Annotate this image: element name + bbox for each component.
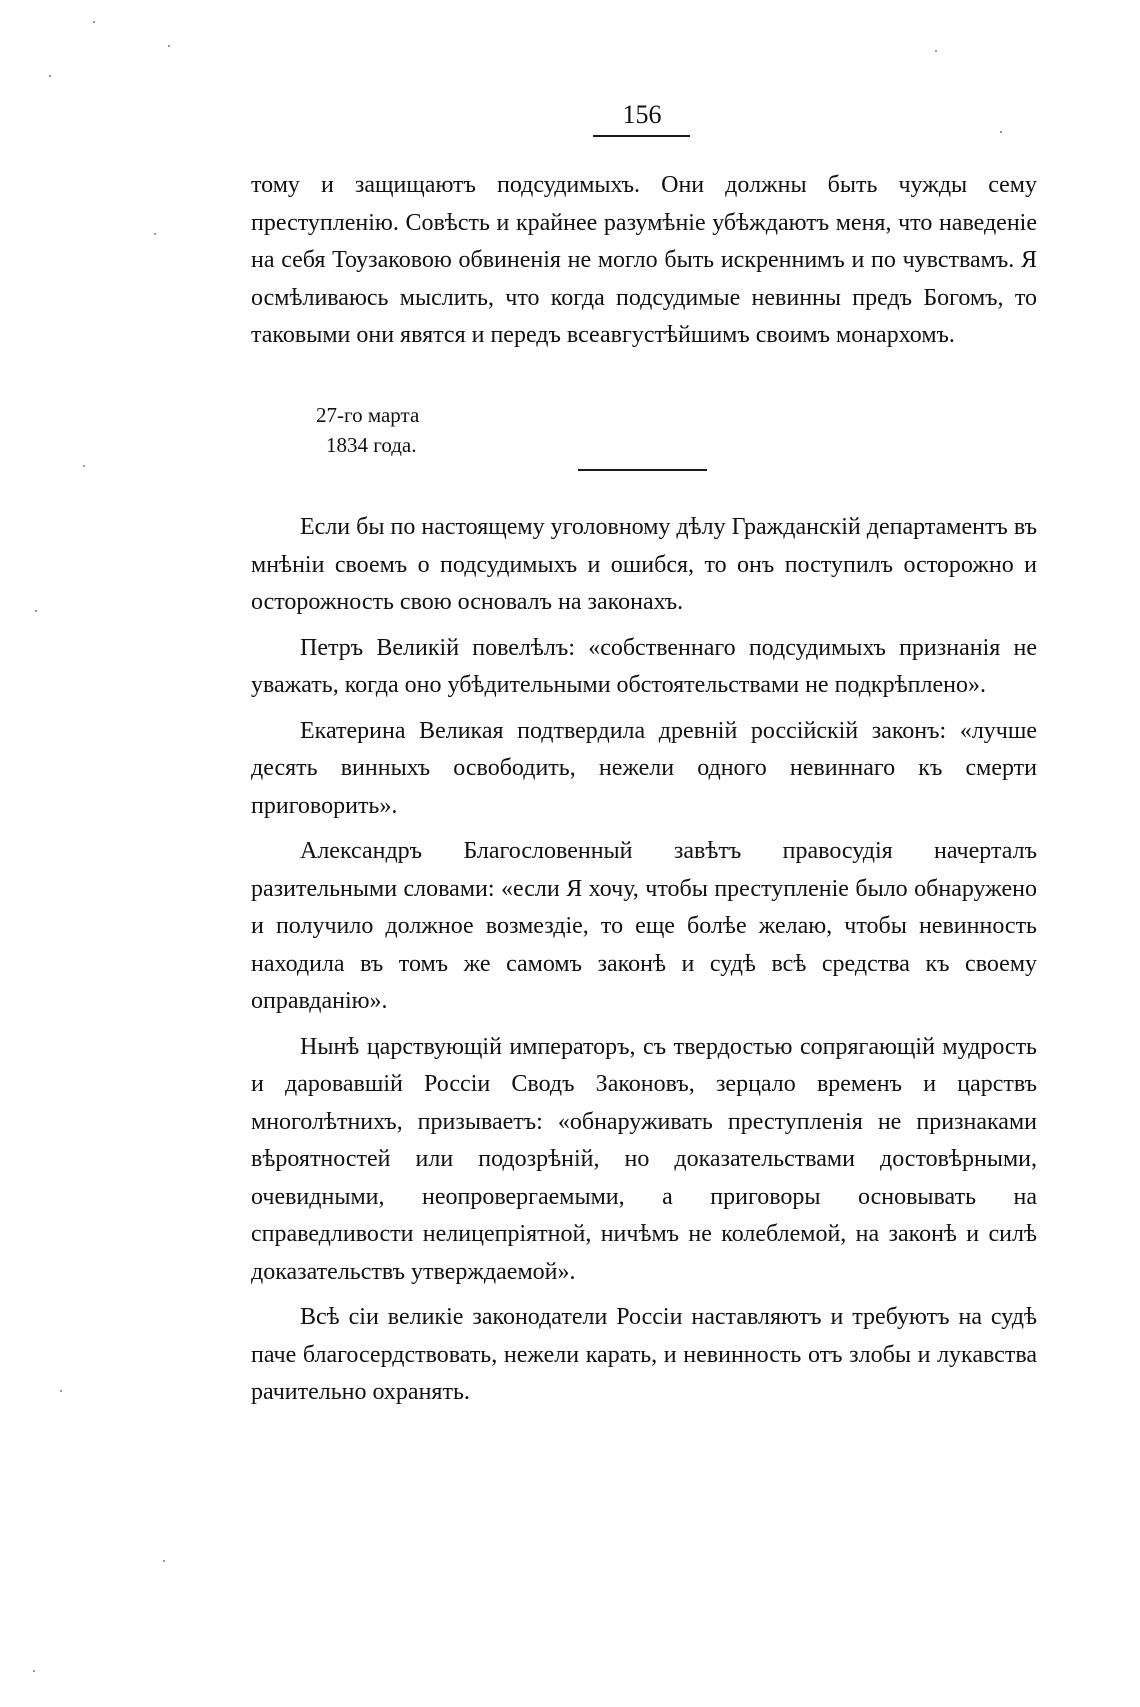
section-separator-rule: [578, 469, 707, 471]
scan-speck: [93, 21, 95, 23]
scan-speck: [83, 465, 85, 467]
date-line-year: 1834 года.: [326, 433, 417, 457]
main-text-block: [251, 509, 1037, 1420]
date-signature: [316, 400, 419, 460]
scan-speck: [35, 610, 37, 612]
page-number: 156: [622, 100, 662, 129]
continued-text-block: [251, 167, 1037, 355]
scan-speck: [168, 45, 170, 47]
paragraph-alexander-the-blessed: Александръ Благословенный завѣтъ правосудія начерталъ разительными словами: «если Я хочу, чтобы преступленіе было обнаружено и получило должное возмездіе, то еще болѣе желаю, чтобы невинность находила въ томъ же самомъ законѣ и судѣ всѣ средства къ своему оправданію».: [251, 838, 1037, 1014]
scan-speck: [60, 1390, 62, 1392]
scan-speck: [49, 75, 51, 77]
paragraph-reigning-emperor: Нынѣ царствующій императоръ, съ твердостью сопрягающій мудрость и даровавшій Россіи Сводъ Законовъ, зерцало временъ и царствъ многолѣтнихъ, призываетъ: «обнаруживать преступленія не признаками вѣроятностей или подозрѣній, но доказательствами достовѣрными, очевидными, неопровергаемыми, а приговоры основывать на справедливости нелицепріятной, ничѣмъ не колеблемой, на законѣ и силѣ доказательствъ утверждаемой».: [251, 1033, 1037, 1285]
page-number-underline: [593, 135, 690, 137]
paragraph-great-legislators: Всѣ сіи великіе законодатели Россіи наставляютъ и требуютъ на судѣ паче благосердствовать, нежели карать, и невинность отъ злобы и лукавства рачительно охранять.: [251, 1304, 1037, 1405]
scan-speck: [163, 1560, 165, 1562]
scan-speck: [935, 50, 937, 52]
scan-speck: [1000, 131, 1002, 133]
scan-speck: [33, 1670, 35, 1672]
paragraph-catherine-the-great: Екатерина Великая подтвердила древній россійскій законъ: «лучше десять винныхъ освободить, нежели одного невиннаго къ смерти приговорить».: [251, 717, 1037, 819]
paragraph-civil-department: Если бы по настоящему уголовному дѣлу Гражданскій департаментъ въ мнѣніи своемъ о подсудимыхъ и ошибся, то онъ поступилъ осторожно и осторожность свою основалъ на законахъ.: [251, 514, 1037, 615]
continued-paragraph: тому и защищаютъ подсудимыхъ. Они должны быть чужды сему преступленію. Совѣсть и крайнее разумѣніе убѣждаютъ меня, что наведеніе на себя Тоузаковою обвиненія не могло быть искреннимъ и по чувствамъ. Я осмѣливаюсь мыслить, что когда подсудимые невинны предъ Богомъ, то таковыми они явятся и передъ всеавгустѣйшимъ своимъ монархомъ.: [251, 172, 1037, 348]
date-line-day: 27-го марта: [316, 403, 420, 427]
scan-speck: [154, 233, 156, 235]
paragraph-peter-the-great: Петръ Великій повелѣлъ: «собственнаго подсудимыхъ признанія не уважать, когда оно убѣдительными обстоятельствами не подкрѣплено».: [251, 634, 1037, 698]
